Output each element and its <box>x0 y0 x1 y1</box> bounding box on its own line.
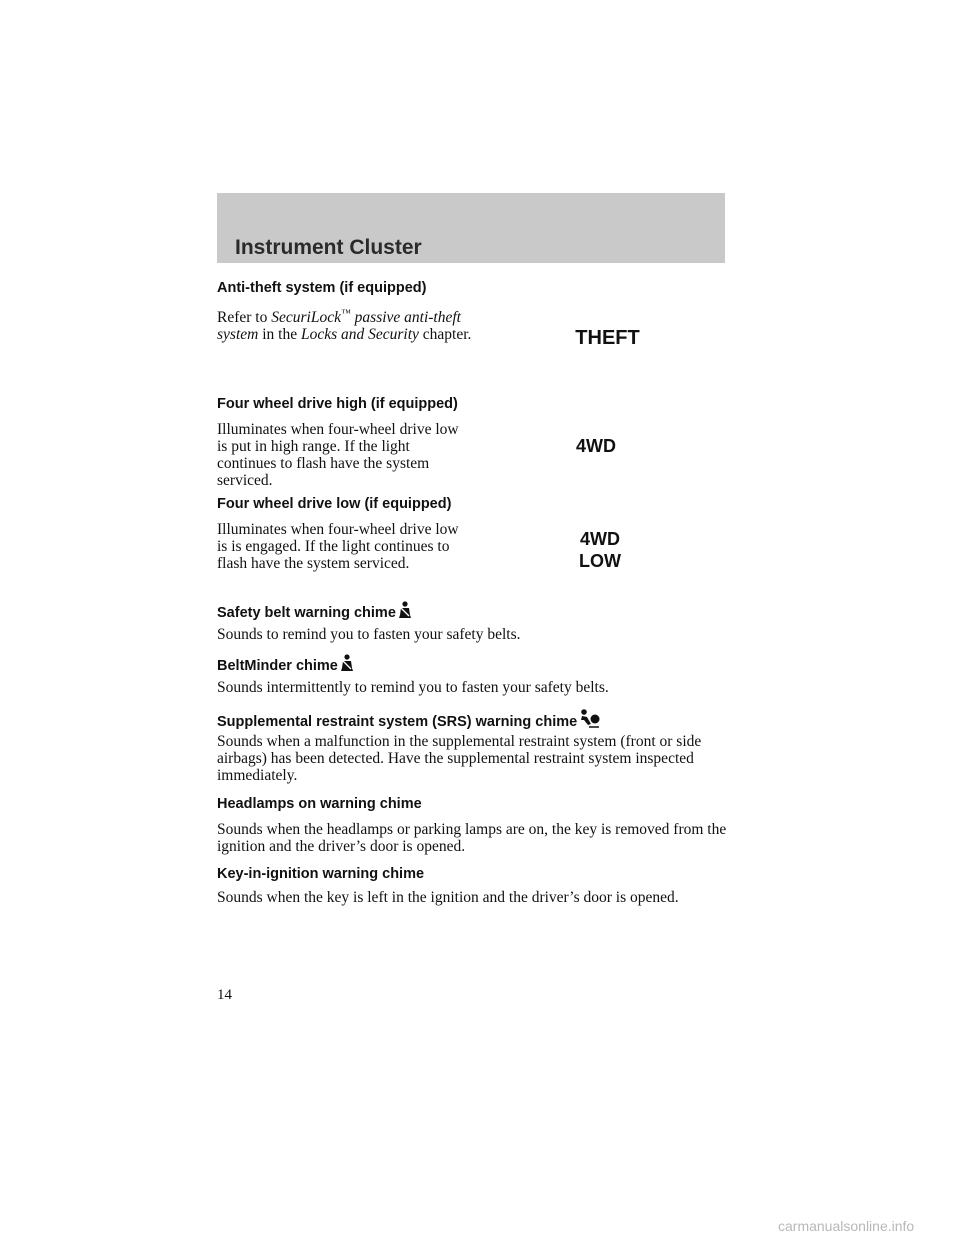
fwd-low-indicator <box>570 528 630 572</box>
seatbelt-icon <box>340 654 354 676</box>
beltminder-text: Sounds intermittently to remind you to fasten your safety belts. <box>217 679 609 696</box>
srs-text: Sounds when a malfunction in the supplemental restraint system (front or side airbags) has been detected. Have the supplemental restraint system inspected immediately. <box>217 733 702 784</box>
srs-heading: Supplemental restraint system (SRS) warning chime <box>217 708 601 732</box>
fwd-high-indicator: 4WD <box>576 436 616 456</box>
beltminder-heading: BeltMinder chime <box>217 654 354 676</box>
headlamps-heading: Headlamps on warning chime <box>217 796 422 812</box>
airbag-icon <box>579 708 601 732</box>
page-number: 14 <box>217 987 232 1003</box>
key-heading: Key-in-ignition warning chime <box>217 866 425 882</box>
belt-heading: Safety belt warning chime <box>217 601 412 623</box>
theft-indicator: THEFT <box>575 327 640 349</box>
fwd-low-heading: Four wheel drive low (if equipped) <box>217 496 452 512</box>
fwd-high-heading: Four wheel drive high (if equipped) <box>217 396 458 412</box>
section-title: Instrument Cluster <box>235 236 422 259</box>
key-text: Sounds when the key is left in the ignition and the driver’s door is opened. <box>217 889 679 906</box>
belt-text: Sounds to remind you to fasten your safety belts. <box>217 626 521 643</box>
fwd-high-text: Illuminates when four-wheel drive low is put in high range. If the light continues to flash have the system serviced. <box>217 421 459 489</box>
theft-heading: Anti-theft system (if equipped) <box>217 280 427 296</box>
fwd-low-text: Illuminates when four-wheel drive low is is engaged. If the light continues to flash have the system serviced. <box>217 521 459 572</box>
headlamps-text: Sounds when the headlamps or parking lamps are on, the key is removed from the ignition and the driver’s door is opened. <box>217 821 727 855</box>
fwd-low-indicator-line1: 4WD <box>580 529 620 549</box>
seatbelt-icon <box>398 601 412 623</box>
section-header-band <box>217 193 725 263</box>
theft-text: Refer to SecuriLock™ passive anti-theft system in the Locks and Security chapter. <box>217 308 472 343</box>
watermark: carmanualsonline.info <box>778 1218 915 1234</box>
fwd-low-indicator-line2: LOW <box>579 551 621 571</box>
